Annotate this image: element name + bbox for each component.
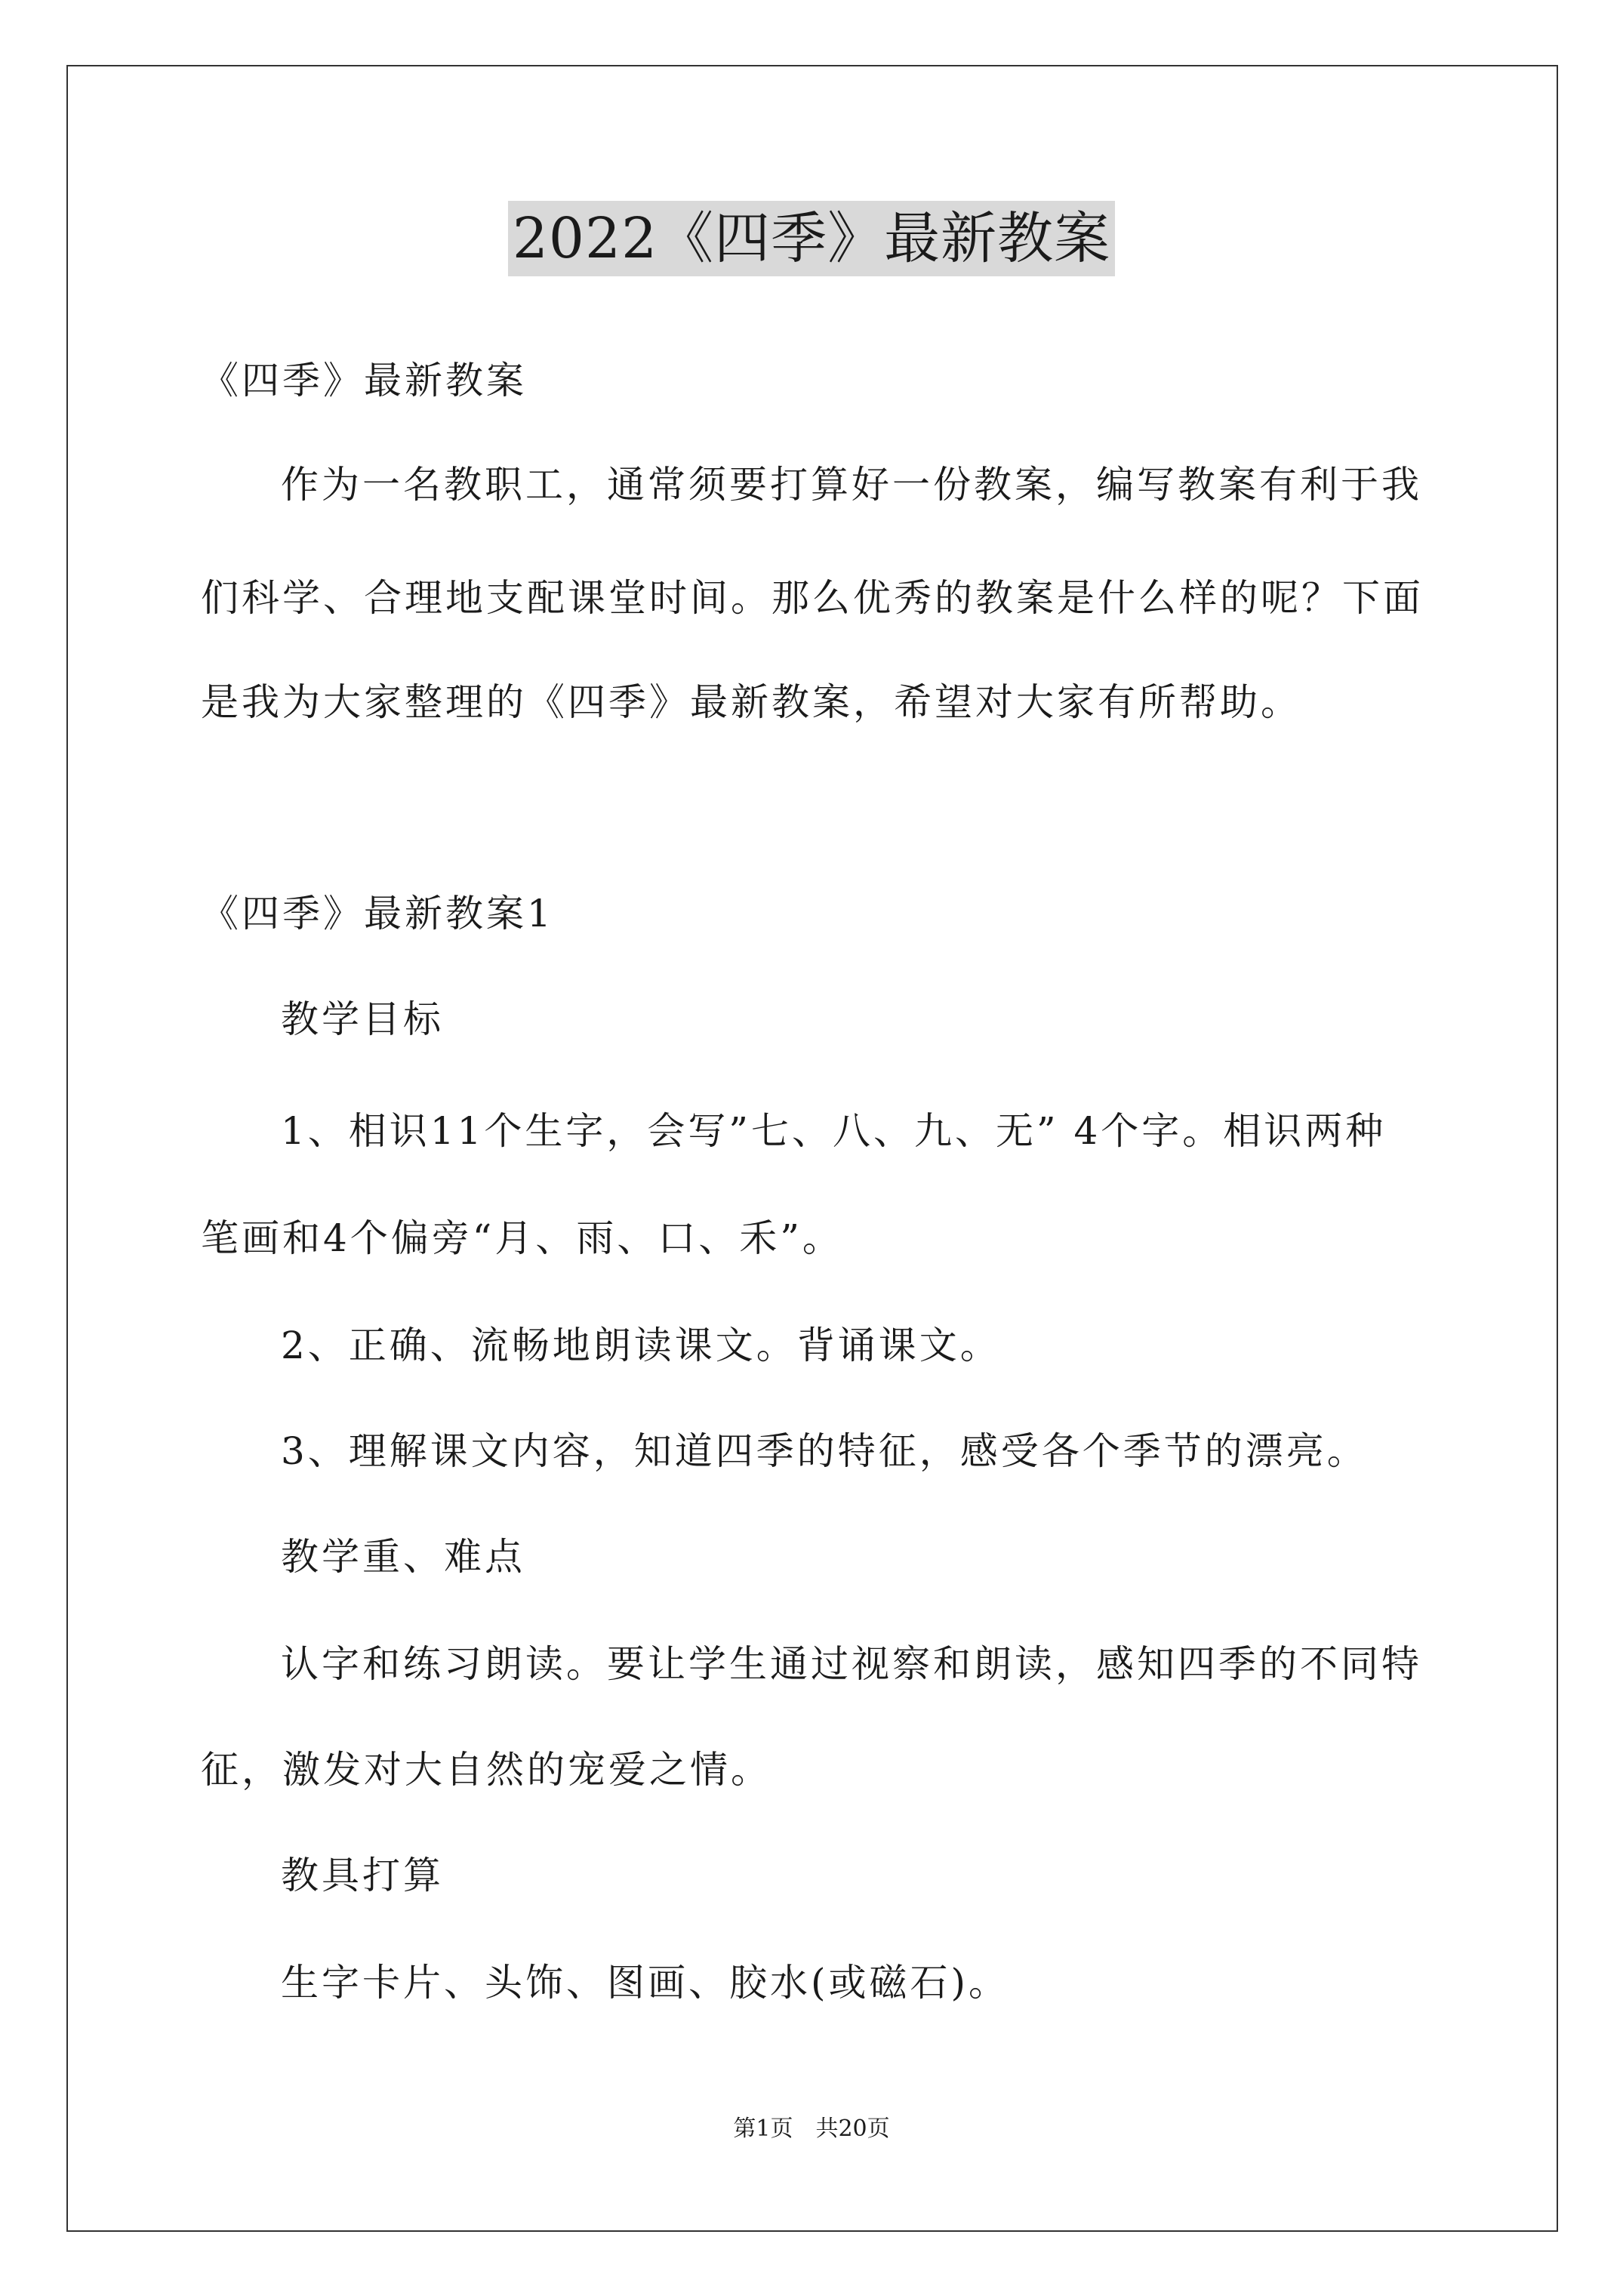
- goal-3: 3、理解课文内容，知道四季的特征，感受各个季节的漂亮。: [281, 1429, 1368, 1473]
- document-subtitle: 《四季》最新教案: [201, 359, 527, 402]
- document-title: 2022《四季》最新教案: [508, 201, 1115, 276]
- goals-heading: 教学目标: [281, 997, 444, 1041]
- title-container: [0, 201, 1623, 276]
- key-points-line-1: 认字和练习朗读。要让学生通过视察和朗读，感知四季的不同特: [281, 1642, 1422, 1686]
- key-points-heading: 教学重、难点: [281, 1535, 525, 1579]
- page-number: 第1页 共20页: [733, 2116, 890, 2142]
- intro-line-2: 们科学、合理地支配课堂时间。那么优秀的教案是什么样的呢？下面: [201, 576, 1424, 620]
- goal-2: 2、正确、流畅地朗读课文。背诵课文。: [281, 1324, 1001, 1367]
- section-heading: 《四季》最新教案1: [201, 892, 554, 935]
- goal-1-line-1: 1、相识11个生字，会写”七、八、九、无” 4个字。相识两种: [281, 1109, 1387, 1153]
- materials-list: 生字卡片、头饰、图画、胶水(或磁石)。: [281, 1961, 1010, 2005]
- intro-line-1: 作为一名教职工，通常须要打算好一份教案，编写教案有利于我: [281, 463, 1422, 507]
- key-points-line-2: 征，激发对大自然的宠爱之情。: [201, 1748, 771, 1792]
- goal-1-line-2: 笔画和4个偏旁“月、雨、口、禾”。: [201, 1216, 843, 1260]
- materials-heading: 教具打算: [281, 1854, 444, 1897]
- intro-line-3: 是我为大家整理的《四季》最新教案，希望对大家有所帮助。: [201, 680, 1301, 724]
